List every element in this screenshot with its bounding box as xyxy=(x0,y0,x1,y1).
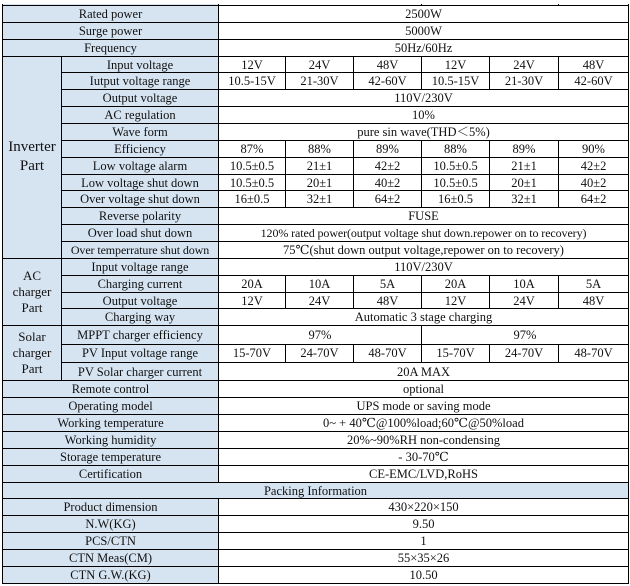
row-low-voltage-alarm xyxy=(3,157,629,174)
row-input-voltage xyxy=(3,56,629,73)
working-temperature-label: Working temperature xyxy=(3,415,219,432)
input-voltage-range-cell: 10.5-15V xyxy=(422,73,490,90)
input-voltage-range-label: Iutput voltage range xyxy=(62,73,219,90)
efficiency-cell: 87% xyxy=(219,140,286,157)
low-voltage-alarm-label: Low voltage alarm xyxy=(62,157,219,174)
row-ac-input-voltage-range xyxy=(3,258,629,275)
ac-output-voltage-cell: 12V xyxy=(422,292,490,309)
wave-form-label: Wave form xyxy=(62,124,219,141)
pv-input-voltage-range-cell: 48-70V xyxy=(559,344,629,362)
over-voltage-shutdown-cell: 16±0.5 xyxy=(219,191,286,208)
solar-group-line1: Solar xyxy=(18,329,46,345)
inverter-part-group-label xyxy=(3,56,62,258)
input-voltage-range-cell: 42-60V xyxy=(559,73,629,90)
frequency-value: 50Hz/60Hz xyxy=(219,39,629,56)
pv-input-voltage-range-label: PV Input voltage range xyxy=(62,344,219,362)
row-working-humidity xyxy=(3,432,629,449)
charging-current-cell: 20A xyxy=(422,275,490,292)
row-certification xyxy=(3,465,629,482)
storage-temperature-label: Storage temperature xyxy=(3,448,219,465)
input-voltage-range-cell: 10.5-15V xyxy=(219,73,286,90)
low-voltage-alarm-cell: 21±1 xyxy=(490,157,559,174)
row-nw xyxy=(3,516,629,533)
output-voltage-label: Output voltage xyxy=(62,90,219,107)
ac-group-line2: charger xyxy=(12,284,52,300)
low-voltage-alarm-cell: 10.5±0.5 xyxy=(219,157,286,174)
nw-value: 9.50 xyxy=(219,516,629,533)
ac-output-voltage-cell: 12V xyxy=(219,292,286,309)
efficiency-cell: 88% xyxy=(422,140,490,157)
ac-charger-group-label xyxy=(3,258,62,325)
over-voltage-shutdown-cell: 64±2 xyxy=(559,191,629,208)
ac-group-line3: Part xyxy=(21,300,43,316)
row-efficiency xyxy=(3,140,629,157)
input-voltage-range-cell: 42-60V xyxy=(354,73,422,90)
row-frequency xyxy=(3,39,629,56)
charging-current-cell: 10A xyxy=(286,275,354,292)
ctn-gw-label: CTN G.W.(KG) xyxy=(3,566,219,583)
spec-table xyxy=(2,4,629,584)
charging-way-value: Automatic 3 stage charging xyxy=(219,309,629,326)
ctn-meas-value: 55×35×26 xyxy=(219,550,629,567)
over-temperature-shutdown-label: Over temperrature shut down xyxy=(62,242,219,259)
row-ac-regulation xyxy=(3,107,629,124)
row-over-temperature-shutdown xyxy=(3,242,629,259)
surge-power-value: 5000W xyxy=(219,22,629,39)
operating-model-label: Operating model xyxy=(3,398,219,415)
row-reverse-polarity xyxy=(3,208,629,225)
input-voltage-cell: 12V xyxy=(219,56,286,73)
wave-form-value: pure sin wave(THD＜5%) xyxy=(219,124,629,141)
input-voltage-range-cell: 21-30V xyxy=(286,73,354,90)
row-input-voltage-range xyxy=(3,73,629,90)
efficiency-cell: 89% xyxy=(354,140,422,157)
row-charging-current xyxy=(3,275,629,292)
row-pv-input-voltage-range xyxy=(3,344,629,362)
mppt-efficiency-label: MPPT charger efficiency xyxy=(62,326,219,344)
ac-output-voltage-cell: 48V xyxy=(559,292,629,309)
product-dimension-label: Product dimension xyxy=(3,499,219,516)
efficiency-cell: 90% xyxy=(559,140,629,157)
row-pv-solar-charger-current xyxy=(3,363,629,381)
charging-current-cell: 20A xyxy=(219,275,286,292)
row-ctn-gw xyxy=(3,566,629,583)
ac-input-voltage-range-label: Input voltage range xyxy=(62,258,219,275)
row-charging-way xyxy=(3,309,629,326)
inverter-group-line1: Inverter xyxy=(8,139,56,156)
nw-label: N.W(KG) xyxy=(3,516,219,533)
mppt-efficiency-cell: 97% xyxy=(422,326,629,344)
ac-input-voltage-range-value: 110V/230V xyxy=(219,258,629,275)
row-over-voltage-shutdown xyxy=(3,191,629,208)
packing-information-header: Packing Information xyxy=(3,482,629,499)
solar-charger-group-label xyxy=(3,326,62,381)
row-ac-output-voltage xyxy=(3,292,629,309)
pv-solar-charger-current-value: 20A MAX xyxy=(219,363,629,381)
row-mppt-efficiency xyxy=(3,326,629,344)
input-voltage-cell: 48V xyxy=(354,56,422,73)
pv-input-voltage-range-cell: 48-70V xyxy=(354,344,422,362)
charging-way-label: Charging way xyxy=(62,309,219,326)
input-voltage-cell: 12V xyxy=(422,56,490,73)
pcs-ctn-value: 1 xyxy=(219,533,629,550)
certification-value: CE-EMC/LVD,RoHS xyxy=(219,465,629,482)
row-product-dimension xyxy=(3,499,629,516)
working-humidity-value: 20%~90%RH non-condensing xyxy=(219,432,629,449)
pv-input-voltage-range-cell: 24-70V xyxy=(286,344,354,362)
working-temperature-value: 0~ + 40℃@100%load;60℃@50%load xyxy=(219,415,629,432)
input-voltage-label: Input voltage xyxy=(62,56,219,73)
ac-output-voltage-cell: 24V xyxy=(286,292,354,309)
inverter-group-line2: Part xyxy=(19,158,45,175)
ac-output-voltage-cell: 48V xyxy=(354,292,422,309)
certification-label: Certification xyxy=(3,465,219,482)
mppt-efficiency-cell: 97% xyxy=(219,326,422,344)
row-surge-power xyxy=(3,22,629,39)
efficiency-cell: 88% xyxy=(286,140,354,157)
frequency-label: Frequency xyxy=(3,39,219,56)
remote-control-label: Remote control xyxy=(3,381,219,398)
pv-input-voltage-range-cell: 24-70V xyxy=(490,344,559,362)
low-voltage-shutdown-cell: 40±2 xyxy=(559,174,629,191)
over-voltage-shutdown-cell: 16±0.5 xyxy=(422,191,490,208)
ac-regulation-label: AC regulation xyxy=(62,107,219,124)
over-load-shutdown-value: 120% rated power(output voltage shut down.repower on to recovery) xyxy=(219,225,629,242)
over-load-shutdown-label: Over load shut down xyxy=(62,225,219,242)
reverse-polarity-value: FUSE xyxy=(219,208,629,225)
row-output-voltage xyxy=(3,90,629,107)
input-voltage-cell: 24V xyxy=(490,56,559,73)
low-voltage-shutdown-cell: 20±1 xyxy=(286,174,354,191)
input-voltage-cell: 24V xyxy=(286,56,354,73)
pv-solar-charger-current-label: PV Solar charger current xyxy=(62,363,219,381)
over-voltage-shutdown-cell: 32±1 xyxy=(286,191,354,208)
working-humidity-label: Working humidity xyxy=(3,432,219,449)
ac-output-voltage-cell: 24V xyxy=(490,292,559,309)
row-pcs-ctn xyxy=(3,533,629,550)
efficiency-cell: 89% xyxy=(490,140,559,157)
ac-output-voltage-label: Output voltage xyxy=(62,292,219,309)
solar-group-line3: Part xyxy=(21,361,43,377)
pcs-ctn-label: PCS/CTN xyxy=(3,533,219,550)
over-voltage-shutdown-cell: 64±2 xyxy=(354,191,422,208)
input-voltage-range-cell: 21-30V xyxy=(490,73,559,90)
pv-input-voltage-range-cell: 15-70V xyxy=(422,344,490,362)
low-voltage-alarm-cell: 10.5±0.5 xyxy=(422,157,490,174)
ac-group-line1: AC xyxy=(22,268,42,284)
charging-current-label: Charging current xyxy=(62,275,219,292)
over-voltage-shutdown-label: Over voltage shut down xyxy=(62,191,219,208)
pv-input-voltage-range-cell: 15-70V xyxy=(219,344,286,362)
reverse-polarity-label: Reverse polarity xyxy=(62,208,219,225)
low-voltage-shutdown-cell: 10.5±0.5 xyxy=(422,174,490,191)
row-working-temperature xyxy=(3,415,629,432)
row-packing-header xyxy=(3,482,629,499)
efficiency-label: Efficiency xyxy=(62,140,219,157)
row-operating-model xyxy=(3,398,629,415)
charging-current-cell: 5A xyxy=(559,275,629,292)
storage-temperature-value: - 30-70℃ xyxy=(219,448,629,465)
row-wave-form xyxy=(3,124,629,141)
low-voltage-shutdown-cell: 10.5±0.5 xyxy=(219,174,286,191)
low-voltage-alarm-cell: 42±2 xyxy=(354,157,422,174)
row-storage-temperature xyxy=(3,448,629,465)
low-voltage-shutdown-cell: 20±1 xyxy=(490,174,559,191)
charging-current-cell: 5A xyxy=(354,275,422,292)
solar-group-line2: charger xyxy=(12,345,52,361)
remote-control-value: optional xyxy=(219,381,629,398)
low-voltage-shutdown-label: Low voltage shut down xyxy=(62,174,219,191)
low-voltage-shutdown-cell: 40±2 xyxy=(354,174,422,191)
row-rated-power xyxy=(3,6,629,23)
rated-power-value: 2500W xyxy=(219,6,629,23)
row-over-load-shutdown xyxy=(3,225,629,242)
over-temperature-shutdown-value: 75℃(shut down output voltage,repower on to recovery) xyxy=(219,242,629,259)
over-voltage-shutdown-cell: 32±1 xyxy=(490,191,559,208)
rated-power-label: Rated power xyxy=(3,6,219,23)
output-voltage-value: 110V/230V xyxy=(219,90,629,107)
ctn-gw-value: 10.50 xyxy=(219,566,629,583)
row-ctn-meas xyxy=(3,550,629,567)
ac-regulation-value: 10% xyxy=(219,107,629,124)
low-voltage-alarm-cell: 21±1 xyxy=(286,157,354,174)
ctn-meas-label: CTN Meas(CM) xyxy=(3,550,219,567)
low-voltage-alarm-cell: 42±2 xyxy=(559,157,629,174)
surge-power-label: Surge power xyxy=(3,22,219,39)
operating-model-value: UPS mode or saving mode xyxy=(219,398,629,415)
charging-current-cell: 10A xyxy=(490,275,559,292)
product-dimension-value: 430×220×150 xyxy=(219,499,629,516)
row-low-voltage-shutdown xyxy=(3,174,629,191)
row-remote-control xyxy=(3,381,629,398)
input-voltage-cell: 48V xyxy=(559,56,629,73)
